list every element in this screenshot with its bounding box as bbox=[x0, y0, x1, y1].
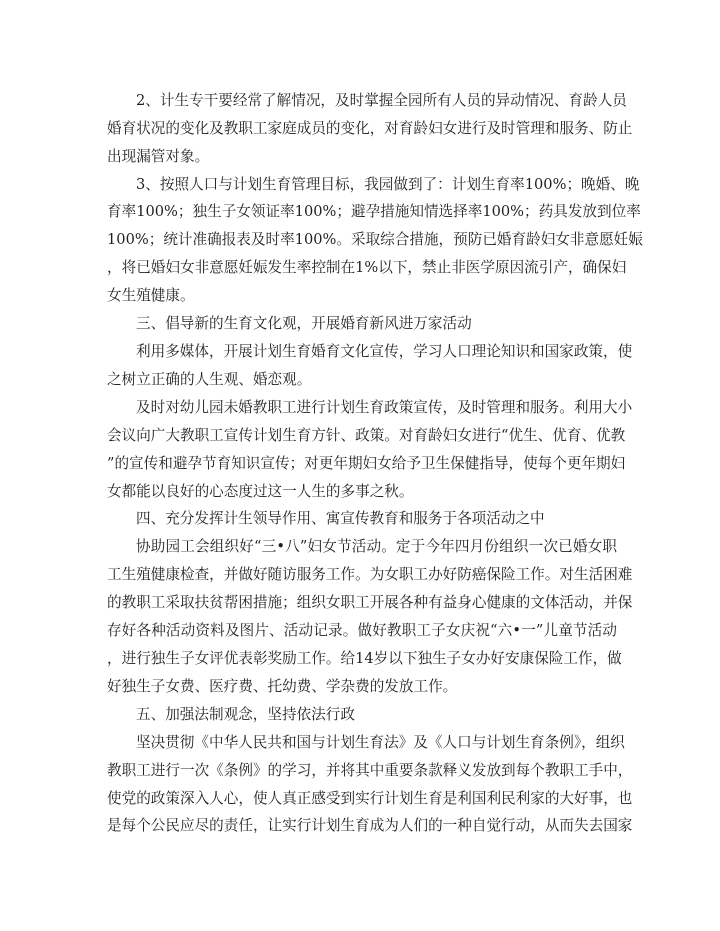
text-line: 存好各种活动资料及图片、活动记录。做好教职工子女庆祝“六•一”儿童节活动 bbox=[107, 622, 617, 639]
text-line: ”的宣传和避孕节育知识宣传；对更年期妇女给予卫生保健指导，使每个更年期妇 bbox=[107, 455, 626, 472]
text-line: 2、计生专干要经常了解情况，及时掌握全园所有人员的异动情况、育龄人员 bbox=[136, 92, 627, 109]
text-line: 出现漏管对象。 bbox=[107, 148, 210, 165]
text-line: 坚决贯彻《中华人民共和国与计划生育法》及《人口与计划生育条例》，组织 bbox=[136, 734, 625, 751]
text-line: 及时对幼儿园未婚教职工进行计划生育政策宣传，及时管理和服务。利用大小 bbox=[136, 399, 633, 416]
section-heading: 四、充分发挥计生领导作用、寓宣传教育和服务于各项活动之中 bbox=[136, 510, 545, 527]
text-line: 女都能以良好的心态度过这一人生的多事之秋。 bbox=[107, 483, 414, 500]
text-line: 女生殖健康。 bbox=[107, 287, 195, 304]
text-line: 的教职工采取扶贫帮困措施；组织女职工开展各种有益身心健康的文体活动，并保 bbox=[107, 594, 633, 611]
text-line: 利用多媒体，开展计划生育婚育文化宣传，学习人口理论知识和国家政策，使 bbox=[136, 343, 633, 360]
text-line: 工生殖健康检查，并做好随访服务工作。为女职工办好防癌保险工作。对生活困难 bbox=[107, 566, 633, 583]
text-line: ，将已婚妇女非意愿妊娠发生率控制在1%以下，禁止非医学原因流引产，确保妇 bbox=[107, 259, 627, 276]
text-line: 教职工进行一次《条例》的学习，并将其中重要条款释义发放到每个教职工手中， bbox=[107, 762, 633, 779]
text-line: 育率100%；独生子女领证率100%；避孕措施知情选择率100%；药具发放到位率 bbox=[107, 203, 641, 220]
text-line: 之树立正确的人生观、婚恋观。 bbox=[107, 371, 312, 388]
text-line: 协助园工会组织好“三•八”妇女节活动。定于今年四月份组织一次已婚女职 bbox=[136, 538, 617, 555]
text-line: 好独生子女费、医疗费、托幼费、学杂费的发放工作。 bbox=[107, 678, 458, 695]
text-line: 是每个公民应尽的责任，让实行计划生育成为人们的一种自觉行动，从而失去国家 bbox=[107, 817, 633, 834]
text-line: ，进行独生子女评优表彰奖励工作。给14岁以下独生子女办好安康保险工作，做 bbox=[107, 650, 622, 667]
text-line: 100%；统计准确报表及时率100%。采取综合措施，预防已婚育龄妇女非意愿妊娠 bbox=[107, 231, 643, 248]
text-line: 会议向广大教职工宣传计划生育方针、政策。对育龄妇女进行“优生、优育、优教 bbox=[107, 427, 626, 444]
text-line: 婚育状况的变化及教职工家庭成员的变化，对育龄妇女进行及时管理和服务、防止 bbox=[107, 120, 633, 137]
section-heading: 五、加强法制观念，坚持依法行政 bbox=[136, 706, 355, 723]
text-line: 使党的政策深入人心，使人真正感受到实行计划生育是利国利民利家的大好事，也 bbox=[107, 790, 633, 807]
text-line: 3、按照人口与计划生育管理目标，我园做到了：计划生育率100%；晚婚、晚 bbox=[136, 176, 640, 193]
section-heading: 三、倡导新的生育文化观，开展婚育新风进万家活动 bbox=[136, 315, 472, 332]
